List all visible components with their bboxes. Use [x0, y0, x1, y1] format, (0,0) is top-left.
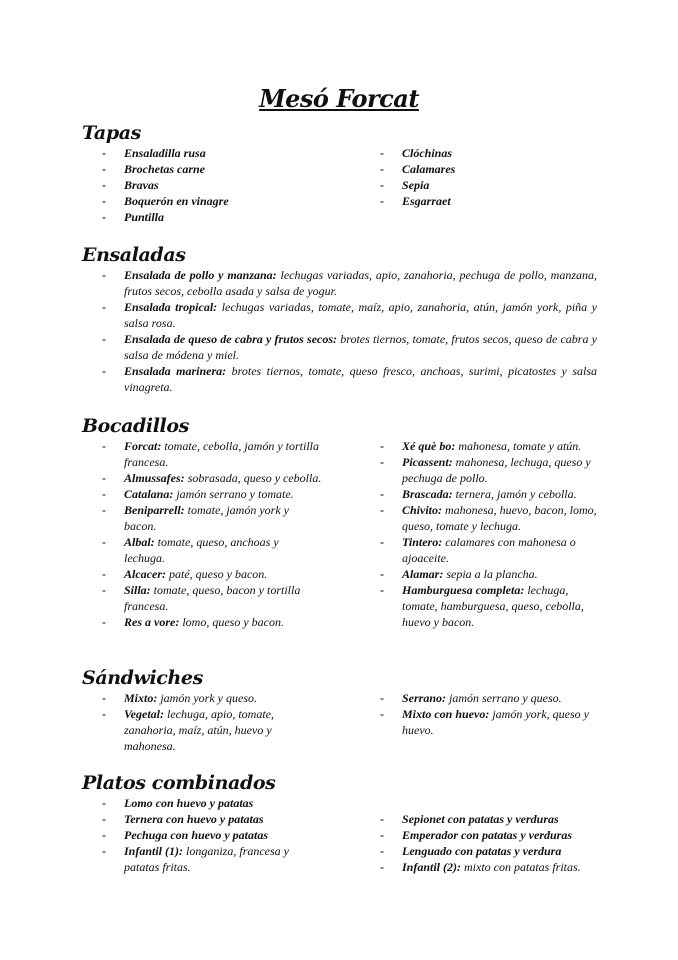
list-item: - Xé què bo: mahonesa, tomate y atún.: [380, 439, 582, 453]
list-item: - Alcacer: paté, queso y bacon.: [102, 567, 268, 581]
list-item: - Silla: tomate, queso, bacon y tortilla francesa.: [102, 583, 301, 613]
list-item: - Infantil (2): mixto con patatas fritas.: [380, 860, 581, 874]
section-tapas: [82, 121, 597, 225]
list-item: - Emperador con patatas y verduras: [380, 828, 573, 842]
list-item: - Mixto con huevo: jamón york, queso y huevo.: [380, 707, 589, 737]
sandwiches-right-column: [360, 690, 597, 754]
section-bocadillos: [82, 414, 597, 630]
list-item: - Almussafes: sobrasada, queso y cebolla.: [102, 471, 322, 485]
list-item: - Mixto: jamón york y queso.: [102, 691, 257, 705]
list-item: - Ensalada de pollo y manzana: lechugas variadas, apio, zanahoria, pechuga de pollo, manzana, frutos secos, cebolla asada y salsa de yogur.: [102, 268, 597, 298]
list-item: - Ensalada marinera: brotes tiernos, tomate, queso fresco, anchoas, surimi, picatostes y salsa vinagreta.: [102, 364, 598, 394]
page-title: Mesó Forcat: [259, 84, 419, 113]
section-heading: Sándwiches: [82, 667, 203, 689]
list-item: - Albal: tomate, queso, anchoas y lechuga.: [102, 535, 279, 565]
tapas-left-column: [82, 145, 360, 225]
platos-left-column: [82, 795, 322, 875]
list-item: - Beniparrell: tomate, jamón york y bacon.: [102, 503, 289, 533]
list-item: - Picassent: mahonesa, lechuga, queso y pechuga de pollo.: [380, 455, 591, 485]
section-platos-combinados: [82, 771, 597, 875]
bocadillos-left-column: [82, 438, 322, 630]
list-item: - Clóchinas: [380, 146, 453, 160]
list-item: - Sepia: [380, 178, 430, 192]
list-item: - Serrano: jamón serrano y queso.: [380, 691, 562, 705]
sandwiches-left-column: [82, 690, 282, 754]
list-item: - Bravas: [102, 178, 159, 192]
list-item: - Infantil (1): longaniza, francesa y patatas fritas.: [102, 844, 290, 874]
section-heading: Ensaladas: [82, 244, 186, 266]
list-item: - Lenguado con patatas y verdura: [380, 844, 562, 858]
list-item: - Hamburguesa completa: lechuga, tomate, hamburguesa, queso, cebolla, huevo y bacon.: [380, 583, 584, 629]
section-ensaladas: [82, 243, 597, 395]
section-heading: Platos combinados: [82, 772, 276, 794]
list-item: - Calamares: [380, 162, 456, 176]
platos-right-column: [360, 795, 597, 875]
list-item: - Esgarraet: [380, 194, 451, 208]
list-item: - Ensalada de queso de cabra y frutos secos: brotes tiernos, tomate, frutos secos, queso de cabra y salsa de módena y miel.: [102, 332, 597, 362]
list-item: - Tintero: calamares con mahonesa o ajoaceite.: [380, 535, 576, 565]
list-item: - Brascada: ternera, jamón y cebolla.: [380, 487, 577, 501]
section-heading: Bocadillos: [82, 415, 189, 437]
list-item: - Ensaladilla rusa: [102, 146, 206, 160]
list-item: - Res a vore: lomo, queso y bacon.: [102, 615, 284, 629]
list-item: - Puntilla: [102, 210, 165, 224]
list-item: - Boquerón en vinagre: [102, 194, 229, 208]
section-sandwiches: [82, 666, 597, 754]
section-heading: Tapas: [82, 122, 141, 144]
list-item: - Catalana: jamón serrano y tomate.: [102, 487, 294, 501]
tapas-right-column: [360, 145, 597, 225]
bocadillos-right-column: [360, 438, 597, 630]
list-item: - Vegetal: lechuga, apio, tomate, zanahoria, maíz, atún, huevo y mahonesa.: [102, 707, 274, 753]
list-item: - Sepionet con patatas y verduras: [380, 812, 559, 826]
list-item: - Pechuga con huevo y patatas: [102, 828, 268, 842]
list-item: - Forcat: tomate, cebolla, jamón y tortilla francesa.: [102, 439, 319, 469]
list-item: - Lomo con huevo y patatas: [102, 796, 254, 810]
list-item: - Chivito: mahonesa, huevo, bacon, lomo, queso, tomate y lechuga.: [380, 503, 597, 533]
list-item: - Alamar: sepia a la plancha.: [380, 567, 538, 581]
list-item: - Ensalada tropical: lechugas variadas, tomate, maíz, apio, zanahoria, atún, jamón york, piña y salsa rosa.: [102, 300, 597, 330]
list-item: - Ternera con huevo y patatas: [102, 812, 264, 826]
list-item: - Brochetas carne: [102, 162, 205, 176]
